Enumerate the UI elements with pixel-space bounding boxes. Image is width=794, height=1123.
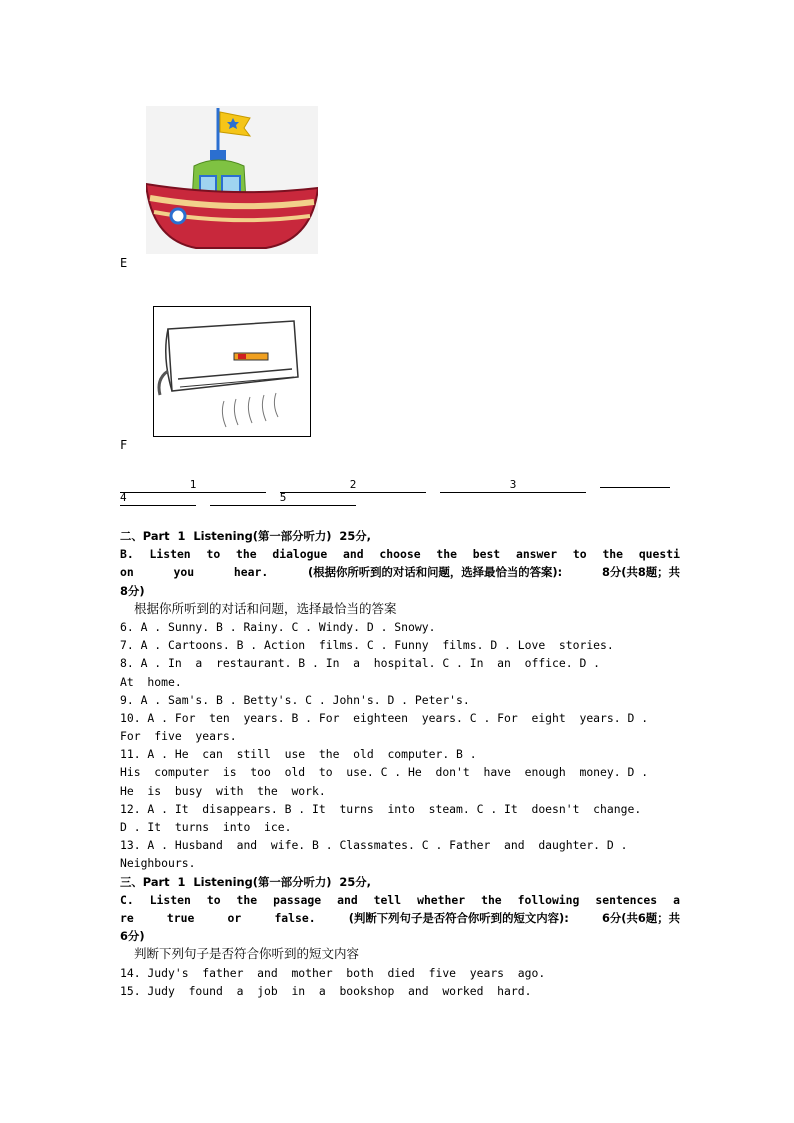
option-e-label: E (120, 256, 128, 270)
word: a (673, 892, 680, 907)
word: 6分(共6题；共 (601, 910, 680, 925)
word: and (337, 892, 358, 907)
word: whether (417, 892, 466, 907)
section-2-sub-instruction: 根据你所听到的对话和问题，选择最恰当的答案 (134, 600, 397, 616)
word: C. (120, 892, 134, 907)
question-line: 12. A . It disappears. B . It turns into steam. C . It doesn't change. (120, 801, 642, 816)
question-line: For five years. (120, 729, 237, 744)
toy-boat-image (146, 106, 318, 254)
question-line: 10. A . For ten years. B . For eighteen years. C . For eight years. D . (120, 710, 649, 725)
section-2-instruction-line-2 (120, 563, 680, 581)
word: true (166, 910, 195, 925)
word: to (206, 547, 221, 562)
air-conditioner-frame (153, 306, 311, 437)
answer-blanks-row-2 (120, 491, 356, 506)
blank-4-start[interactable] (600, 473, 670, 488)
section-3-header: 三、Part 1 Listening(第一部分听力) 25分, (120, 874, 372, 889)
question-line: D . It turns into ice. (120, 820, 292, 835)
word: and (343, 547, 364, 562)
question-line: 6. A . Sunny. B . Rainy. C . Windy. D . Snowy. (120, 619, 436, 634)
air-conditioner-image (154, 307, 310, 436)
word: answer (515, 547, 558, 562)
section-3-instruction-line-3: 6分) (120, 929, 145, 944)
question-line: 11. A . He can still use the old computer. B . (120, 747, 477, 762)
section-3-instruction-line-2 (120, 909, 680, 927)
word: to (572, 547, 587, 562)
word: on (120, 565, 134, 580)
question-line: 9. A . Sam's. B . Betty's. C . John's. D . Peter's. (120, 692, 470, 707)
word: following (517, 892, 580, 907)
word: the (602, 547, 624, 562)
word: (判断下列句子是否符合你听到的短文内容): (348, 910, 569, 925)
word: the (481, 892, 502, 907)
word: the (436, 547, 457, 562)
answer-blanks-row-1 (120, 473, 670, 493)
section-3-sub-instruction: 判断下列句子是否符合你听到的短文内容 (134, 946, 360, 962)
word: Listen (149, 547, 191, 562)
question-line: Neighbours. (120, 856, 196, 871)
blank-4[interactable]: 4 (120, 491, 196, 506)
word: or (227, 910, 242, 925)
word: Listen (149, 892, 191, 907)
word: tell (373, 892, 402, 907)
section-2-header: 二、Part 1 Listening(第一部分听力) 25分, (120, 529, 372, 543)
option-f-label: F (120, 438, 128, 452)
word: (根据你所听到的对话和问题，选择最恰当的答案): (307, 565, 563, 580)
question-line: He is busy with the work. (120, 783, 326, 798)
word: the (236, 892, 258, 907)
word: dialogue (272, 547, 328, 562)
word: false. (274, 910, 316, 925)
blank-1[interactable]: 1 (120, 478, 266, 493)
word: hear. (233, 565, 269, 580)
blank-2[interactable]: 2 (280, 478, 426, 493)
word: sentences (595, 892, 658, 907)
word: 8分(共8题；共 (601, 565, 680, 580)
question-line: 8. A . In a restaurant. B . In a hospital. C . In an office. D . (120, 656, 601, 671)
question-line: At home. (120, 674, 182, 689)
word: re (120, 910, 134, 925)
word: choose (379, 547, 421, 562)
word: to (206, 892, 221, 907)
blank-5[interactable]: 5 (210, 491, 356, 506)
questions-content (120, 527, 680, 1000)
word: you (173, 565, 195, 580)
question-line: 15. Judy found a job in a bookshop and worked hard. (120, 983, 532, 998)
question-line: His computer is too old to use. C . He don't have enough money. D . (120, 765, 649, 780)
word: B. (120, 547, 134, 562)
question-line: 13. A . Husband and wife. B . Classmates. C . Father and daughter. D . (120, 838, 628, 853)
word: passage (273, 892, 322, 907)
word: best (472, 547, 501, 562)
section-3-instruction-line-1 (120, 891, 680, 909)
question-line: 14. Judy's father and mother both died five years ago. (120, 965, 546, 980)
section-2-instruction-line-1 (120, 545, 680, 563)
word: the (235, 547, 257, 562)
section-2-instruction-line-3: 8分) (120, 583, 145, 598)
question-line: 7. A . Cartoons. B . Action films. C . Funny films. D . Love stories. (120, 638, 614, 653)
blank-3[interactable]: 3 (440, 478, 586, 493)
word: questi (638, 547, 680, 562)
